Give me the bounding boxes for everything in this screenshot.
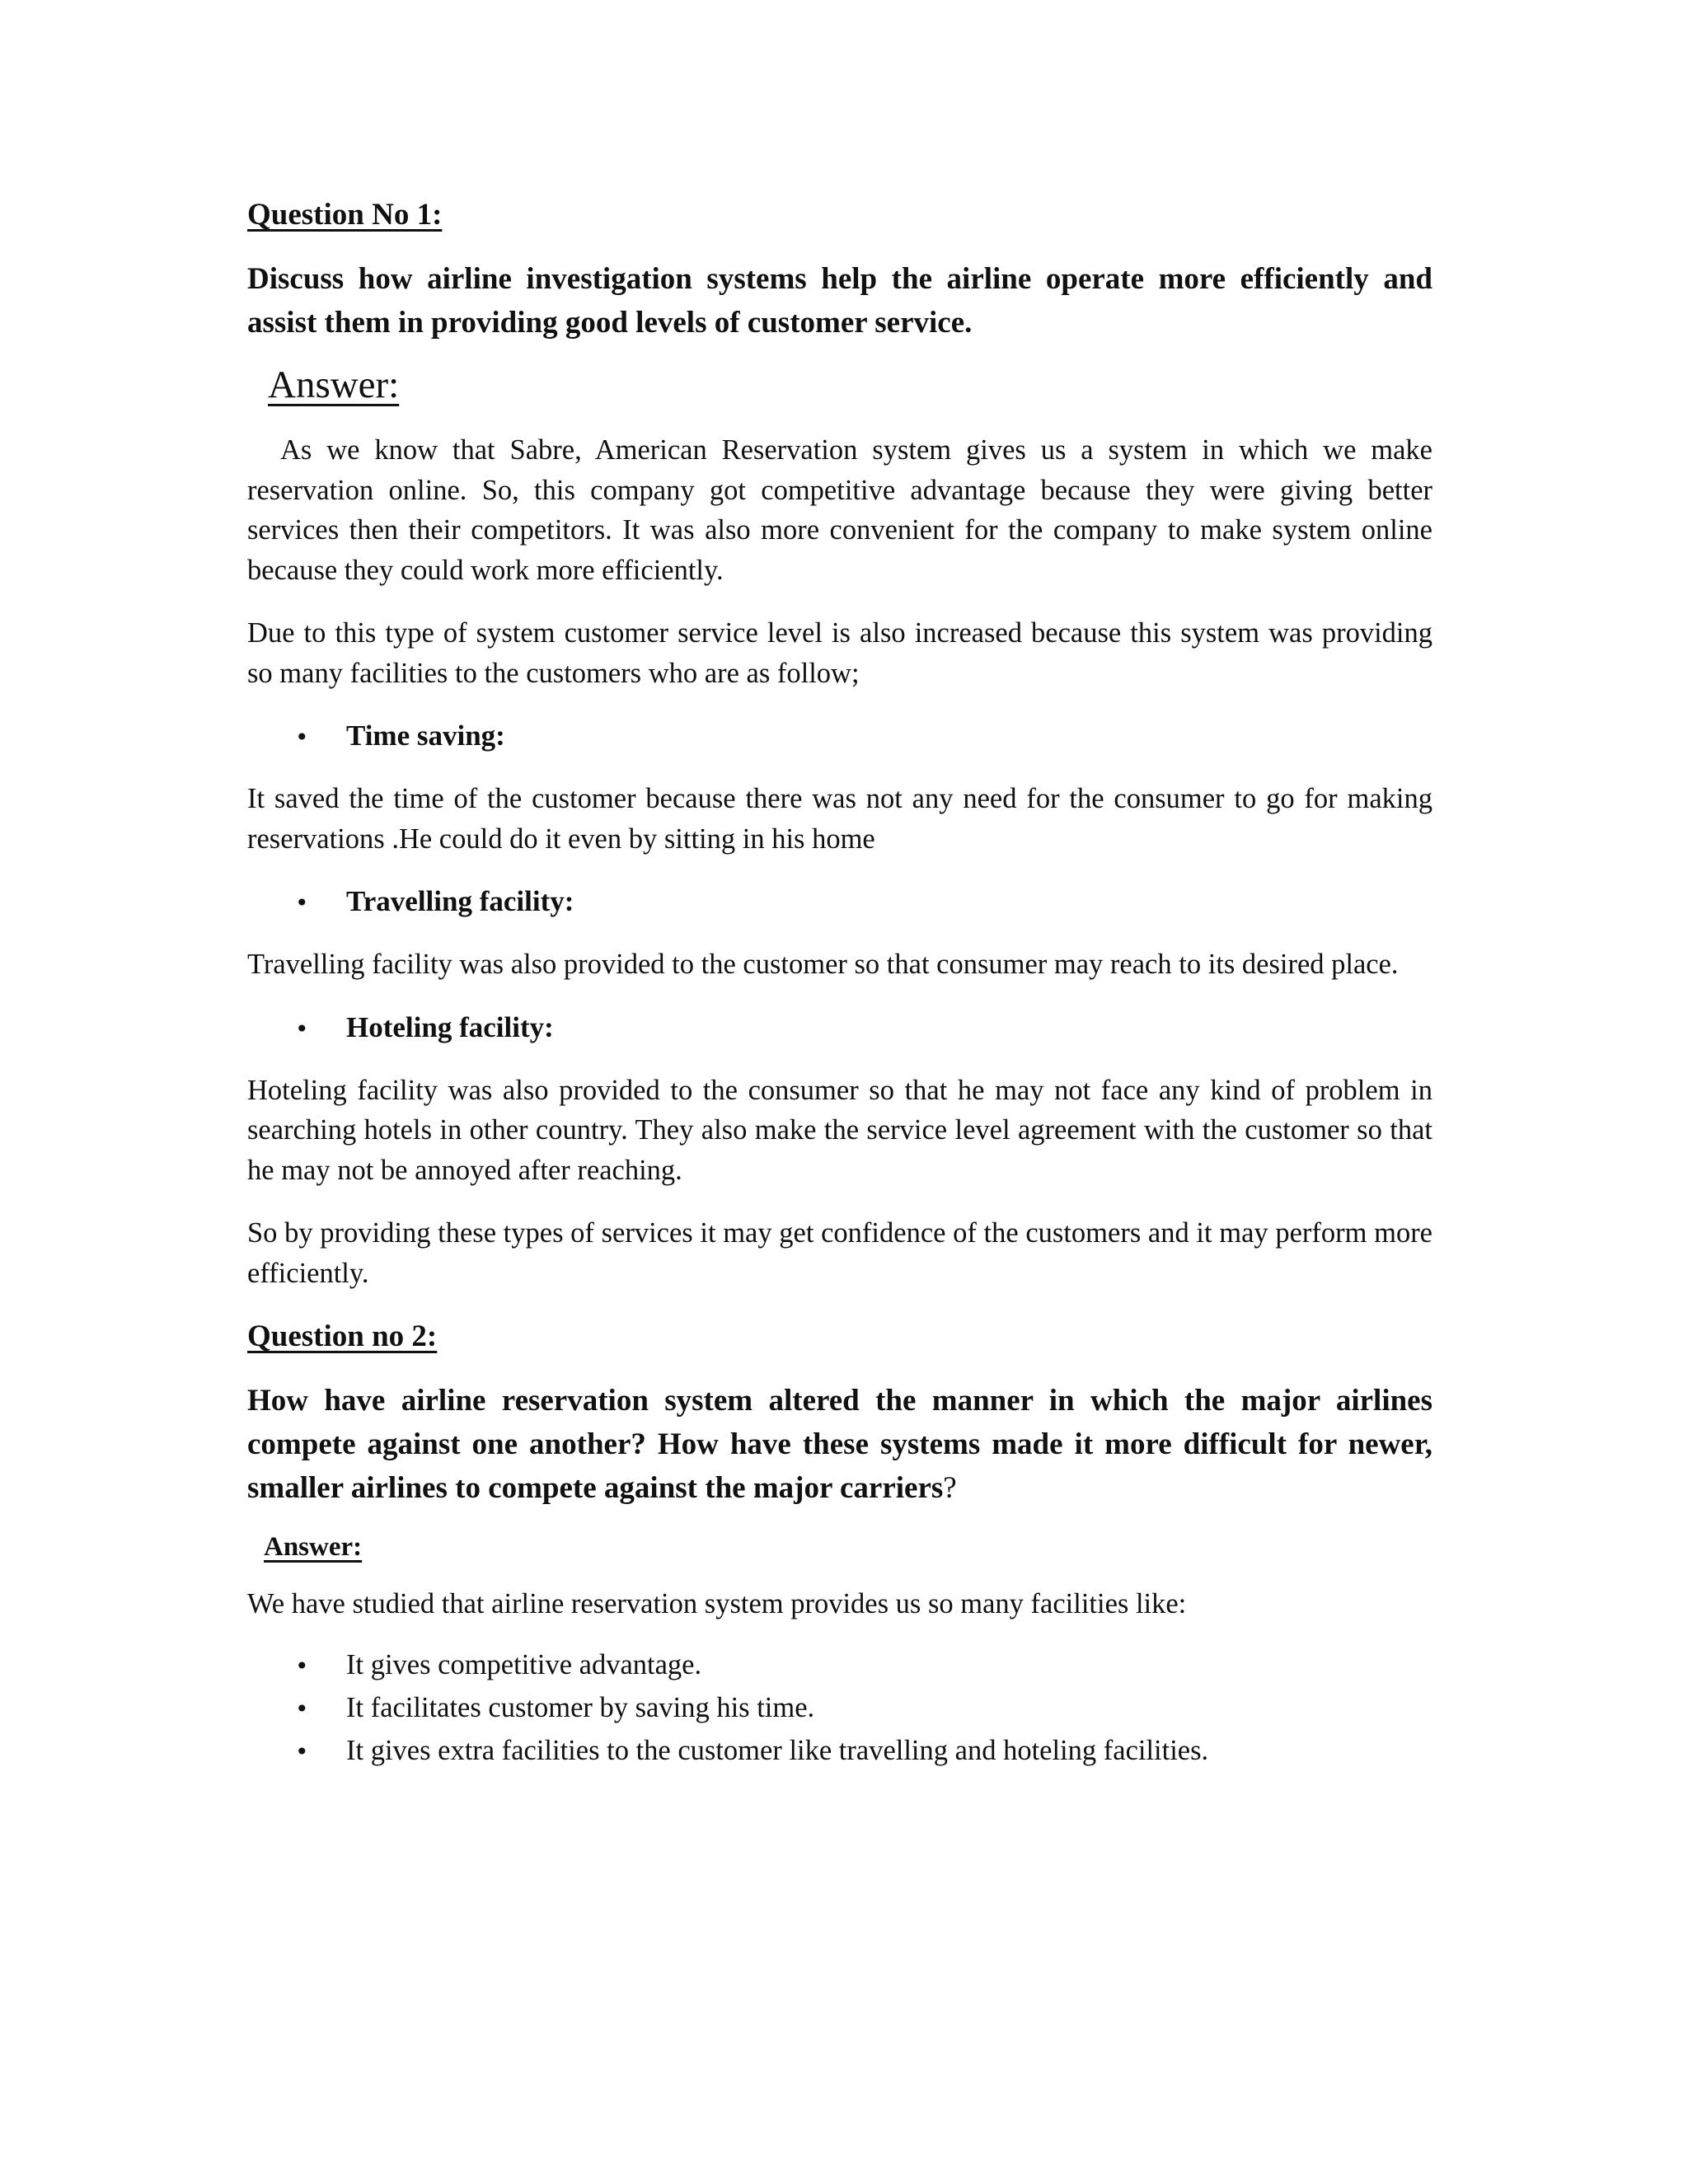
answer-1-label: Answer: xyxy=(268,363,400,406)
point-title: Time saving: xyxy=(346,719,505,752)
list-item xyxy=(247,1730,1432,1773)
bullet-icon: • xyxy=(295,1737,309,1765)
point-title: Travelling facility: xyxy=(346,885,574,917)
question-1-text: Discuss how airline investigation systems help the airline operate more efficiently and assist them in providing good levels of customer service. xyxy=(247,262,1432,340)
point-title: Hoteling facility: xyxy=(346,1010,554,1043)
question-2-mark: ? xyxy=(943,1471,957,1505)
answer-2-list xyxy=(247,1644,1432,1773)
bullet-icon: • xyxy=(295,1015,309,1043)
point-time-saving-heading xyxy=(247,715,1432,759)
answer-1-paragraph-2: Due to this type of system customer service level is also increased because this system was providing so many facilities to the customers who are as follow; xyxy=(247,617,1432,689)
answer-2-label: Answer: xyxy=(264,1532,363,1562)
bullet-icon: • xyxy=(295,1652,309,1680)
list-item-text: It gives competitive advantage. xyxy=(346,1648,702,1680)
point-hoteling-text: Hoteling facility was also provided to the consumer so that he may not face any kind of problem in searching hotels in other country. They also make the service level agreement with the customer so that he may not be annoyed after reaching. xyxy=(247,1074,1432,1186)
bullet-icon: • xyxy=(295,889,309,916)
list-item-text: It facilitates customer by saving his time. xyxy=(346,1691,815,1723)
answer-1-conclusion: So by providing these types of services it may get confidence of the customers and it may perform more efficiently. xyxy=(247,1217,1432,1289)
question-2-heading: Question no 2: xyxy=(247,1319,438,1353)
point-travelling-heading xyxy=(247,880,1432,925)
point-hoteling-heading xyxy=(247,1006,1432,1051)
list-item-text: It gives extra facilities to the customer like travelling and hoteling facilities. xyxy=(346,1734,1209,1766)
answer-1-paragraph-1: As we know that Sabre, American Reservation system gives us a system in which we make reservation online. So, this company got competitive advantage because they were giving better services then their competitors. It was also more convenient for the company to make system online because they could work more efficiently. xyxy=(247,434,1432,586)
document-content xyxy=(247,191,1432,1773)
answer-2-intro: We have studied that airline reservation system provides us so many facilities like: xyxy=(247,1588,1187,1619)
bullet-icon: • xyxy=(295,1694,309,1722)
question-2-body: How have airline reservation system altered the manner in which the major airlines compete against one another? How have these systems made it more difficult for newer, smaller airlines to compete against the major carriers xyxy=(247,1384,1432,1505)
point-travelling-text: Travelling facility was also provided to the customer so that consumer may reach to its desired place. xyxy=(247,949,1399,980)
bullet-icon: • xyxy=(295,724,309,751)
question-1-heading: Question No 1: xyxy=(247,198,443,232)
point-time-saving-text: It saved the time of the customer because there was not any need for the consumer to go for making reservations .He could do it even by sitting in his home xyxy=(247,783,1432,855)
list-item xyxy=(247,1687,1432,1730)
list-item xyxy=(247,1644,1432,1687)
question-2-text xyxy=(247,1379,1432,1510)
